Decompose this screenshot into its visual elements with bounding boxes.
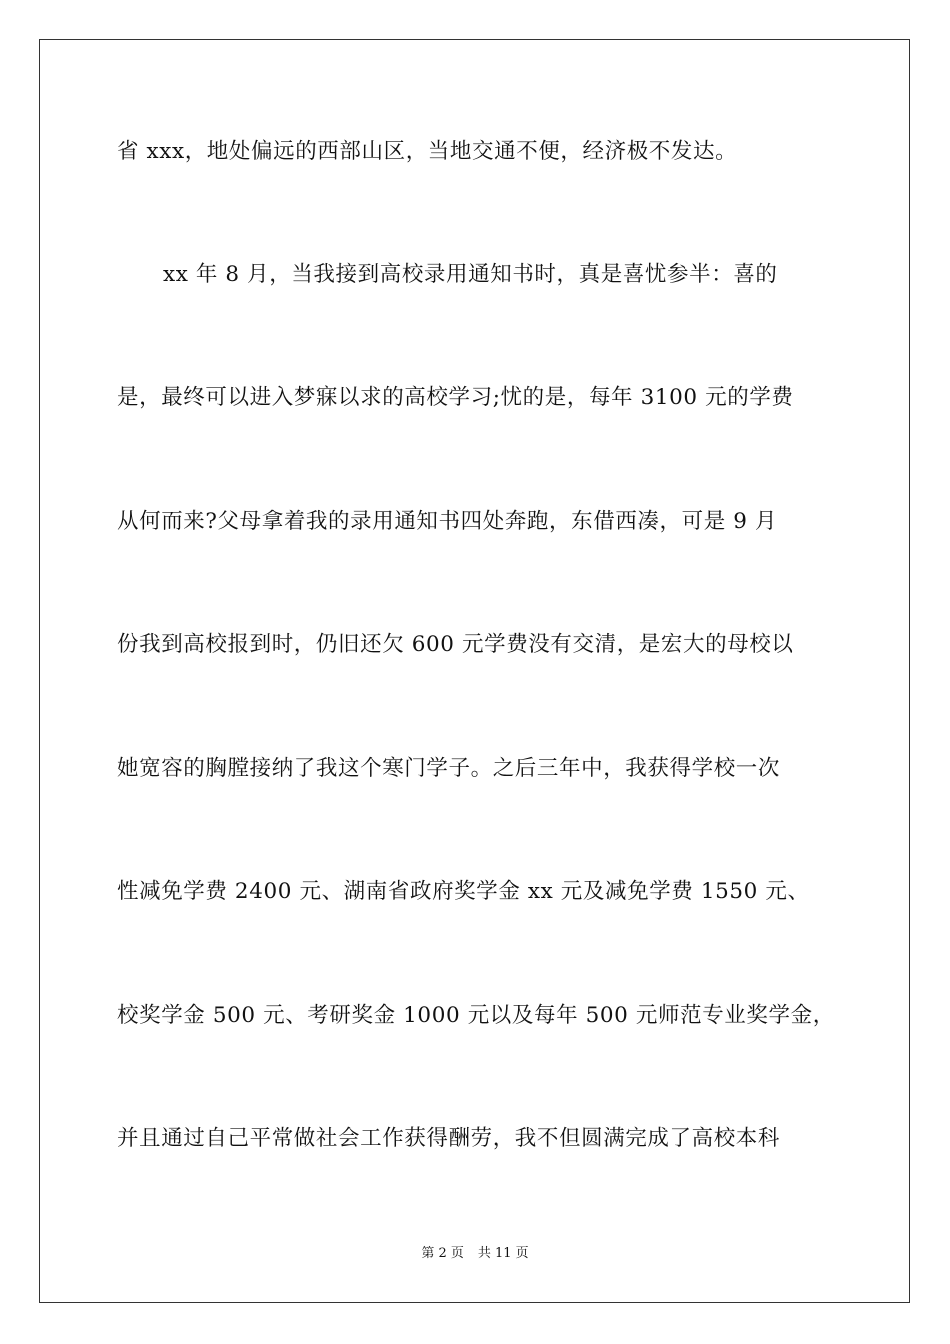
paragraph-line-3: 是，最终可以进入梦寐以求的高校学习;忧的是，每年 3100 元的学费: [117, 385, 794, 410]
paragraph-line-5: 份我到高校报到时，仍旧还欠 600 元学费没有交清，是宏大的母校以: [117, 632, 794, 657]
paragraph-line-9: 并且通过自己平常做社会工作获得酬劳，我不但圆满完成了高校本科: [117, 1126, 781, 1151]
page-border: [39, 39, 910, 1303]
page-footer: [0, 1245, 950, 1263]
paragraph-line-7: 性减免学费 2400 元、湖南省政府奖学金 xx 元及减免学费 1550 元、: [117, 879, 810, 904]
paragraph-line-2: xx 年 8 月，当我接到高校录用通知书时，真是喜忧参半：喜的: [163, 262, 778, 287]
paragraph-line-8: 校奖学金 500 元、考研奖金 1000 元以及每年 500 元师范专业奖学金，: [117, 1003, 835, 1028]
page-number: 第 2 页: [421, 1246, 464, 1261]
page-total: 共 11 页: [477, 1246, 529, 1261]
paragraph-line-4: 从何而来?父母拿着我的录用通知书四处奔跑，东借西凑，可是 9 月: [117, 509, 778, 534]
paragraph-line-6: 她宽容的胸膛接纳了我这个寒门学子。之后三年中，我获得学校一次: [117, 756, 781, 781]
paragraph-line-1: 省 xxx，地处偏远的西部山区，当地交通不便，经济极不发达。: [117, 139, 738, 164]
